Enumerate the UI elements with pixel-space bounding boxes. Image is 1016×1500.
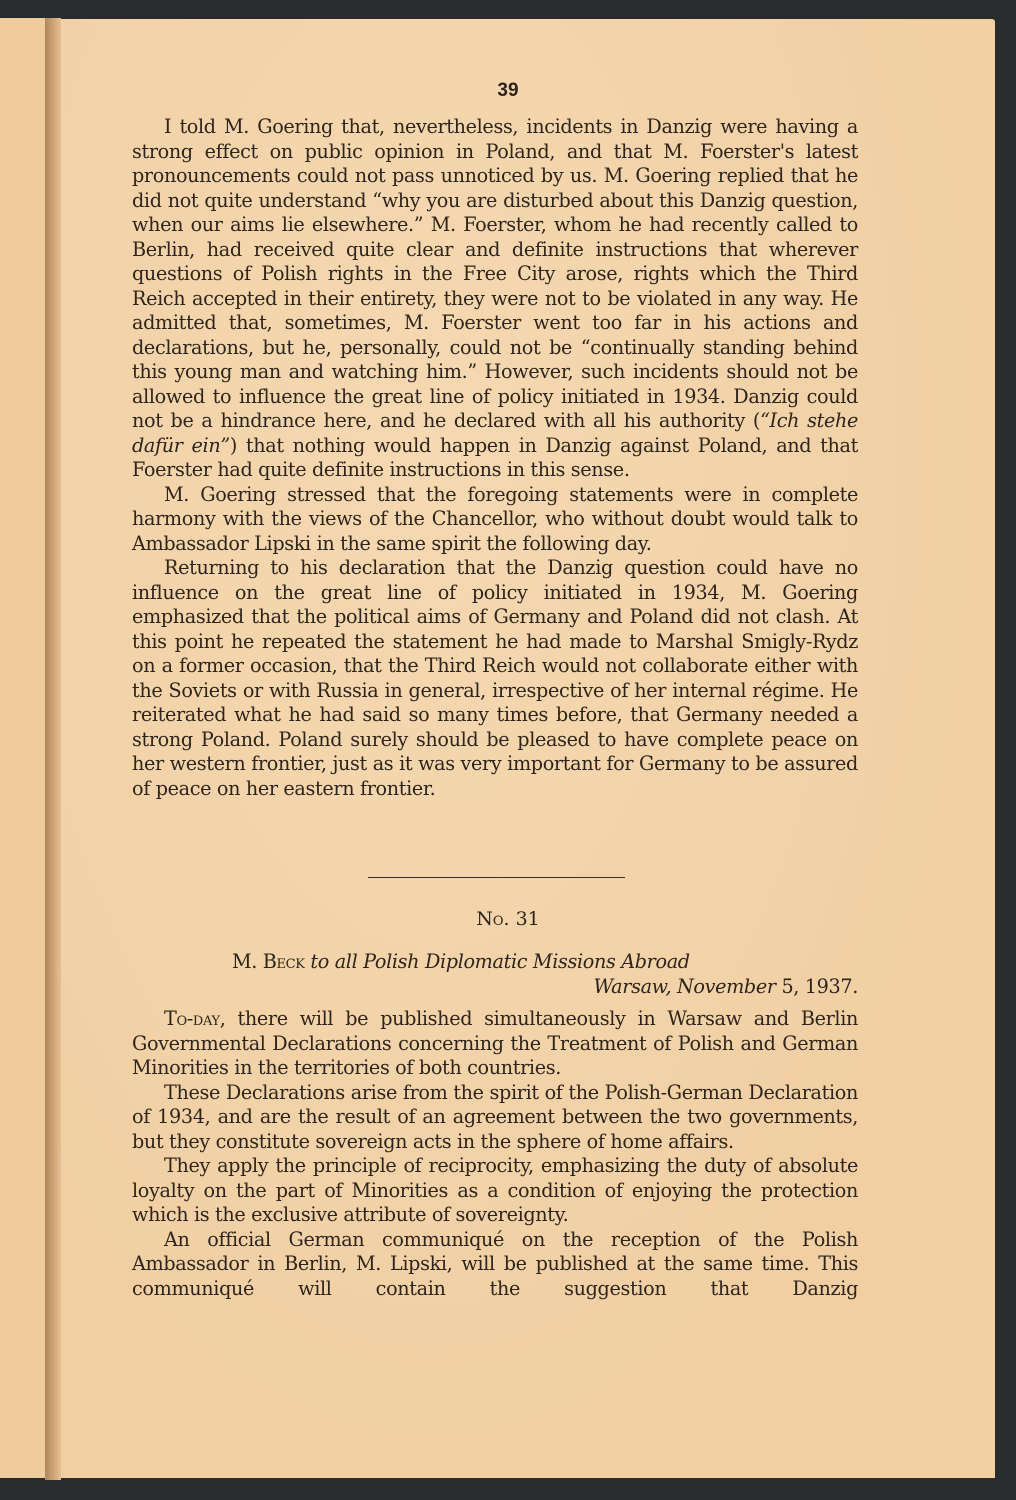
page-number: 39 <box>497 80 519 101</box>
place-date-italic: Warsaw, November <box>593 974 776 998</box>
recipient: to all Polish Diplomatic Missions Abroad <box>310 950 690 973</box>
paragraph: M. Goering stressed that the foregoing statements were in complete harmony with the views of the Chancellor, who without doubt would talk to Ambassador Lipski in the same spirit the following day. <box>132 482 858 555</box>
paragraph-text: , there will be published simultaneously in Warsaw and Berlin Governmental Declarations concerning the Treatment of Polish and German Minorities in the territories of both countries. <box>132 1007 858 1079</box>
document-number <box>0 908 1016 930</box>
paragraph: An official German communiqué on the reception of the Polish Ambassador in Berlin, M. Lipski, will be published at the same time. This communiqué will contain the suggestion that Danzig <box>132 1227 858 1300</box>
gutter-shadow <box>45 18 61 1480</box>
sender-recipient-line <box>132 950 858 975</box>
place-date-line <box>132 975 858 1000</box>
document-heading <box>132 950 858 999</box>
paragraph <box>132 115 858 483</box>
facing-page-edge <box>0 18 46 1478</box>
paragraph <box>132 1007 858 1081</box>
paragraph: They apply the principle of reciprocity, emphasizing the duty of absolute loyalty on the part of Minorities as a condition of enjoying the protection which is the exclusive attribute of sovereignty. <box>132 1154 858 1226</box>
paragraph: Returning to his declaration that the Danzig question could have no influence on the great line of policy initiated in 1934, M. Goering emphasized that the political aims of Germany and Poland did not clash. At this point he repeated the statement he had made to Marshal Smigly-Rydz on a former occasion, that the Third Reich would not collaborate either with the Soviets or with Russia in general, irrespective of her internal régime. He reiterated what he had said so many times before, that Germany needed a strong Poland. Poland surely should be pleased to have complete peace on her western frontier, just as it was very important for Germany to be assured of peace on her eastern frontier. <box>132 556 858 800</box>
opening-word: To-day <box>164 1007 220 1030</box>
place-date-year: 5, 1937. <box>775 974 858 998</box>
document-body <box>132 1007 858 1301</box>
paragraph-text: I told M. Goering that, nevertheless, incidents in Danzig were having a strong effect on public opinion in Poland, and that M. Foerster's latest pronouncements could not pass unnoticed by us. M. Goering replied that he did not quite understand “why you are disturbed about this Danzig question, when our aims lie elsewhere.” M. Foerster, whom he had recently called to Berlin, had received quite clear and definite instructions that wherever questions of Polish rights in the Free City arose, rights which the Third Reich accepted in their entirety, they were not to be violated in any way. He admitted that, sometimes, M. Foerster went too far in his actions and declarations, but he, personally, could not be “continually standing behind this young man and watching him.” However, such incidents should not be allowed to influence the great line of policy initiated in 1934. Danzig could not be a hindrance here, and he declared with all his authority ( <box>132 115 858 432</box>
continued-text-section <box>132 115 858 801</box>
sender: M. Beck <box>232 950 305 973</box>
document-number-text: No. 31 <box>476 908 540 930</box>
section-divider <box>368 877 625 878</box>
paragraph: These Declarations arise from the spirit of the Polish-German Declaration of 1934, and are the result of an agreement between the two governments, but they constitute sovereign acts in the sphere of home affairs. <box>132 1080 858 1153</box>
german-quote: “Ich stehe dafür ein” <box>132 409 858 457</box>
paragraph-text-continued: ) that nothing would happen in Danzig against Poland, and that Foerster had quite definite instructions in this sense. <box>132 433 858 481</box>
